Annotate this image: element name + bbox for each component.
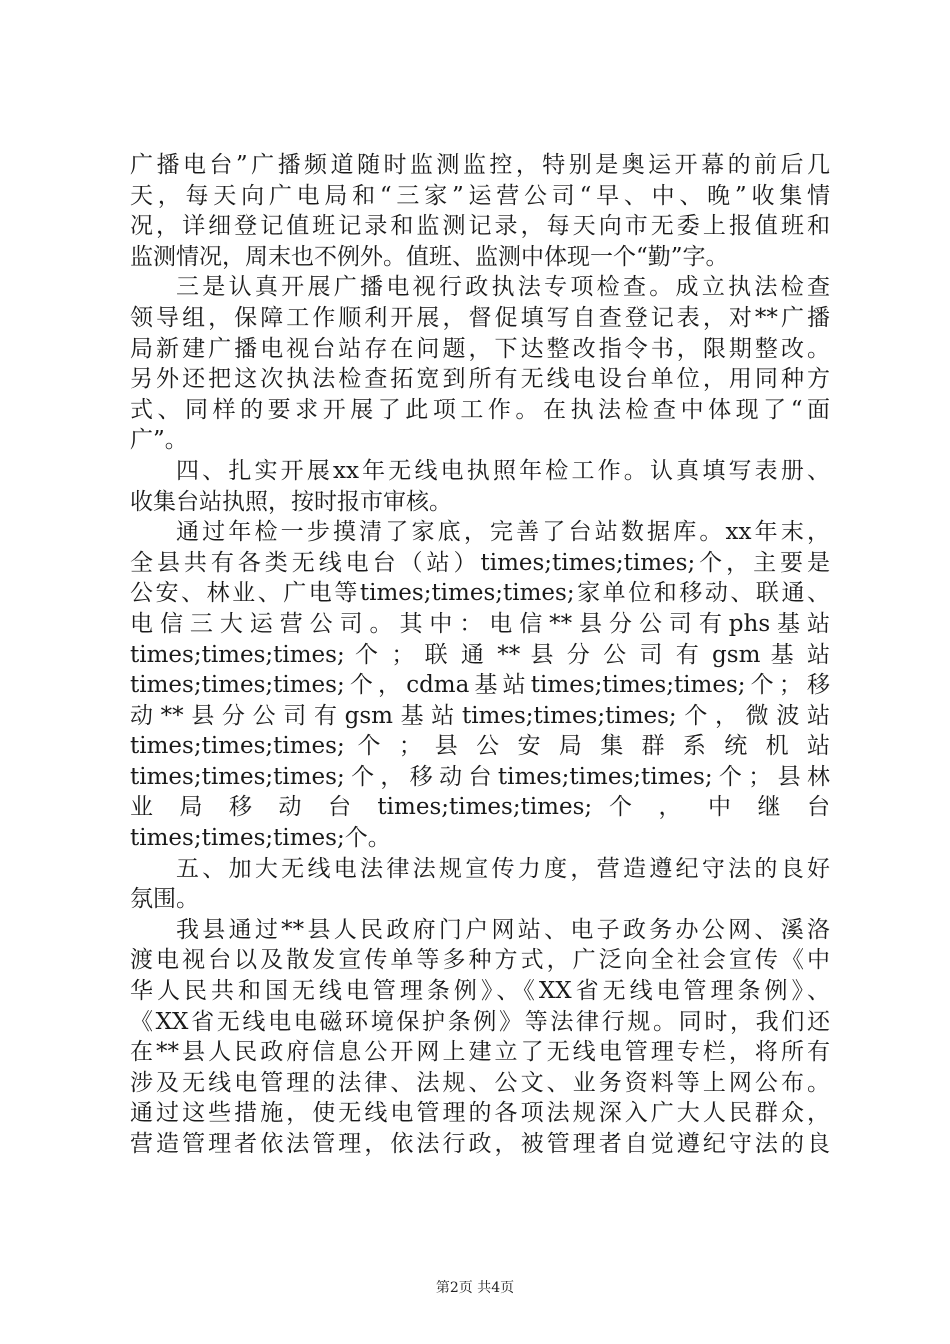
text-line: 局新建广播电视台站存在问题，下达整改指令书，限期整改。 bbox=[130, 335, 830, 362]
text-line: 在**县人民政府信息公开网上建立了无线电管理专栏，将所有 bbox=[130, 1039, 830, 1066]
text-line: 《XX省无线电电磁环境保护条例》等法律行规。同时，我们还 bbox=[130, 1008, 830, 1035]
text-line: 华人民共和国无线电管理条例》、《XX省无线电管理条例》、 bbox=[130, 978, 830, 1005]
text-line: 式、同样的要求开展了此项工作。在执法检查中体现了“面 bbox=[130, 396, 830, 423]
text-line: 三是认真开展广播电视行政执法专项检查。成立执法检查 bbox=[176, 274, 830, 301]
text-line: times;times;times; 个 ； 联 通 ** 县 分 公 司 有 gsm 基 站 bbox=[130, 641, 830, 668]
text-line: times;times;times;个，移动台times;times;times;个；县林 bbox=[130, 763, 830, 790]
text-line: 五、加大无线电法律法规宣传力度，营造遵纪守法的良好 bbox=[176, 855, 830, 882]
document-body bbox=[130, 150, 830, 1160]
text-line: 电信三大运营公司。其中：电信**县分公司有phs基站 bbox=[130, 610, 830, 637]
text-line: 全县共有各类无线电台（站）times;times;times;个，主要是 bbox=[130, 549, 830, 576]
text-line: 况，详细登记值班记录和监测记录，每天向市无委上报值班和 bbox=[130, 213, 830, 240]
text-line: 渡电视台以及散发宣传单等多种方式，广泛向全社会宣传《中 bbox=[130, 947, 830, 974]
text-line: 氛围。 bbox=[130, 886, 199, 913]
text-line: 广”。 bbox=[130, 427, 188, 454]
text-line: 营造管理者依法管理，依法行政，被管理者自觉遵纪守法的良 bbox=[130, 1131, 830, 1157]
text-line: times;times;times;个，cdma基站times;times;times;个；移 bbox=[130, 672, 830, 699]
text-line: times;times;times; 个 ； 县 公 安 局 集 群 系 统 机 站 bbox=[130, 733, 830, 760]
text-line: 业 局 移 动 台 times;times;times; 个 ， 中 继 台 bbox=[130, 794, 830, 821]
text-line: 领导组，保障工作顺利开展，督促填写自查登记表，对**广播 bbox=[130, 304, 830, 331]
text-line: 涉及无线电管理的法律、法规、公文、业务资料等上网公布。 bbox=[130, 1069, 830, 1096]
text-line: 收集台站执照，按时报市审核。 bbox=[130, 488, 452, 515]
text-line: 通过年检一步摸清了家底，完善了台站数据库。xx年末， bbox=[176, 519, 830, 546]
text-line: 另外还把这次执法检查拓宽到所有无线电设台单位，用同种方 bbox=[130, 366, 830, 393]
page-footer: 第2页 共4页 bbox=[435, 1280, 515, 1296]
text-line: 四、扎实开展xx年无线电执照年检工作。认真填写表册、 bbox=[176, 457, 830, 484]
text-line: 通过这些措施，使无线电管理的各项法规深入广大人民群众， bbox=[130, 1100, 830, 1127]
text-line: 广播电台”广播频道随时监测监控，特别是奥运开幕的前后几 bbox=[130, 152, 830, 178]
text-line: times;times;times;个。 bbox=[130, 825, 391, 852]
text-line: 动**县分公司有gsm基站times;times;times;个，微波站 bbox=[130, 702, 830, 729]
text-line: 我县通过**县人民政府门户网站、电子政务办公网、溪洛 bbox=[176, 916, 830, 943]
text-line: 公安、林业、广电等times;times;times;家单位和移动、联通、 bbox=[130, 580, 830, 607]
text-line: 监测情况，周末也不例外。值班、监测中体现一个“勤”字。 bbox=[130, 243, 729, 270]
text-line: 天，每天向广电局和“三家”运营公司“早、中、晚”收集情 bbox=[130, 182, 830, 209]
